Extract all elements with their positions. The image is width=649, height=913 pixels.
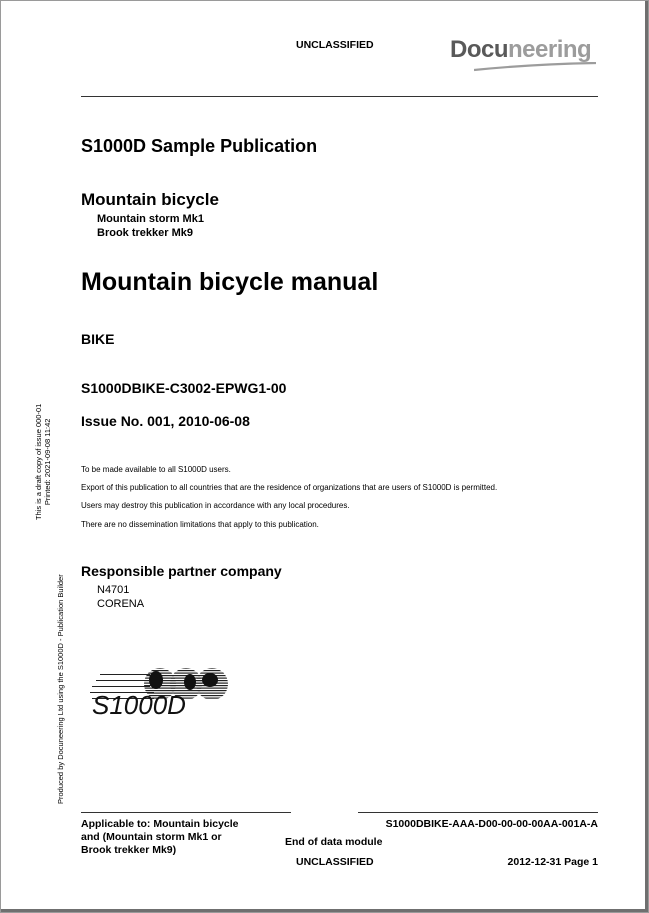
- statement-line: Users may destroy this publication in accordance with any local procedures.: [81, 501, 350, 511]
- footer-rule-left: [81, 812, 291, 813]
- security-statements: [81, 461, 497, 534]
- footer-rule-right: [358, 812, 598, 813]
- s1000d-logo-icon: [90, 660, 240, 720]
- responsible-partner-details: [97, 583, 144, 611]
- responsible-partner-heading: Responsible partner company: [81, 563, 282, 579]
- model-item: Brook trekker Mk9: [97, 227, 193, 239]
- printed-line: Printed: 2021-09-08 11:42: [43, 418, 52, 506]
- logo-text-dark: Docu: [450, 36, 508, 63]
- short-name: BIKE: [81, 331, 115, 347]
- manual-title: Mountain bicycle manual: [81, 268, 379, 296]
- partner-name: CORENA: [97, 598, 145, 610]
- classification-bottom: UNCLASSIFIED: [296, 856, 374, 868]
- issue-info: Issue No. 001, 2010-06-08: [81, 413, 250, 429]
- classification-top: UNCLASSIFIED: [296, 39, 374, 51]
- statement-line: There are no dissemination limitations that apply to this publication.: [81, 519, 319, 529]
- model-item: Mountain storm Mk1: [97, 213, 204, 225]
- date-and-page: 2012-12-31 Page 1: [507, 856, 598, 868]
- s1000d-logo-text: S1000D: [92, 690, 186, 720]
- docuneering-logo: [450, 36, 591, 64]
- draft-note: [34, 404, 52, 520]
- publication-module-code: S1000DBIKE-C3002-EPWG1-00: [81, 380, 287, 396]
- produced-by-note: Produced by Docuneering Ltd using the S1000D - Publication Builder: [56, 574, 65, 804]
- applicability: Applicable to: Mountain bicycle and (Mountain storm Mk1 or Brook trekker Mk9): [81, 818, 239, 856]
- logo-text-light: neering: [508, 36, 592, 63]
- statement-line: Export of this publication to all countries that are the residence of organizations that are users of S1000D is permitted.: [81, 483, 498, 493]
- statement-line: To be made available to all S1000D users.: [81, 465, 231, 474]
- model-list: [97, 212, 204, 240]
- product-name: Mountain bicycle: [81, 190, 219, 209]
- partner-code: N4701: [97, 584, 130, 596]
- publication-title: S1000D Sample Publication: [81, 136, 318, 156]
- header-rule: [81, 96, 598, 97]
- end-of-data-module: End of data module: [285, 836, 383, 848]
- draft-line: This is a draft copy of issue 000-01: [34, 403, 43, 520]
- logo-swoosh-icon: [474, 62, 598, 72]
- data-module-code: S1000DBIKE-AAA-D00-00-00-00AA-001A-A: [385, 818, 598, 830]
